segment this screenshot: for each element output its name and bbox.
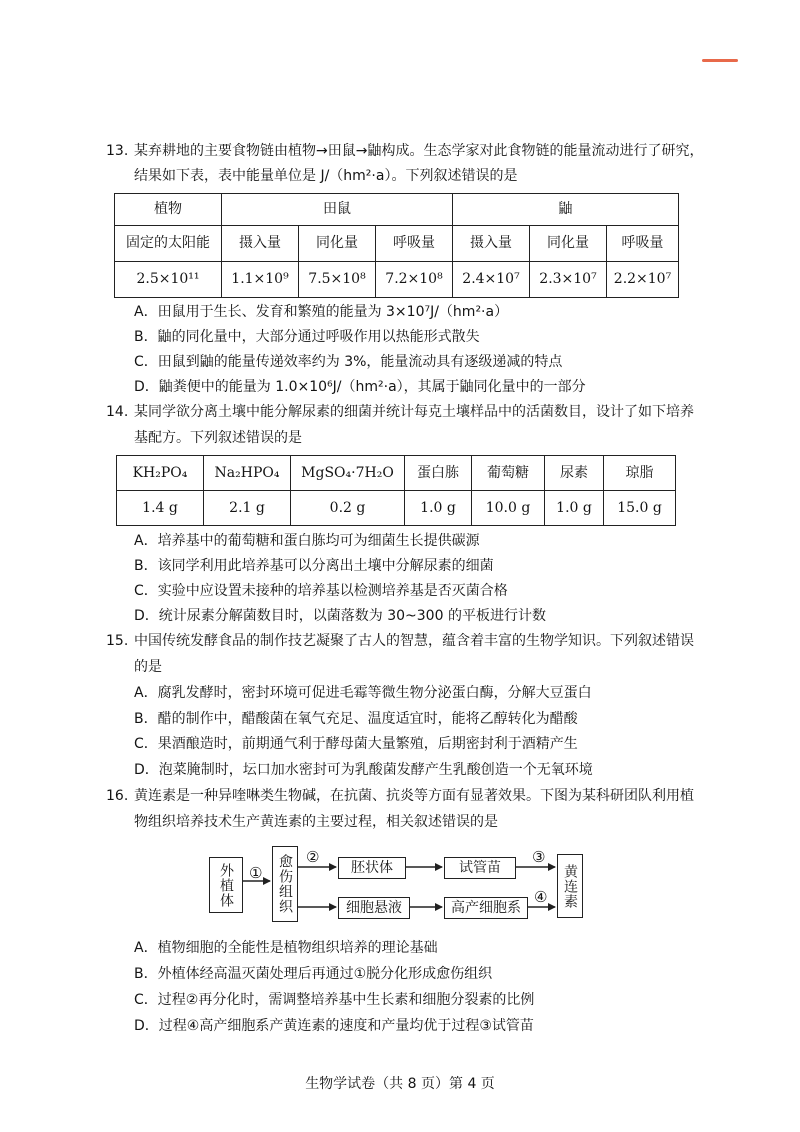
option-b: B．该同学利用此培养基可以分离出土壤中分解尿素的细菌	[134, 558, 494, 574]
option-a: A．田鼠用于生长、发育和繁殖的能量为 3×10⁷J/（hm²·a）	[134, 304, 509, 320]
table-cell: 1.0 g	[545, 491, 604, 526]
table-header-cell: 摄入量	[453, 226, 530, 262]
step-4-label: ④	[534, 888, 548, 906]
option-d: D．过程④高产细胞系产黄连素的速度和产量均优于过程③试管苗	[134, 1018, 534, 1034]
step-2-label: ②	[306, 848, 320, 866]
berberine-box	[557, 854, 583, 918]
option-c: C．果酒酿造时，前期通气利于酵母菌大量繁殖，后期密封利于酒精产生	[134, 736, 578, 752]
question-number: 15.	[106, 633, 129, 649]
question-stem: 中国传统发酵食品的制作技艺凝聚了古人的智慧，蕴含着丰富的生物学知识。下列叙述错误	[134, 633, 694, 649]
question-stem: 某弃耕地的主要食物链由植物→田鼠→鼬构成。生态学家对此食物链的能量流动进行了研究，	[134, 143, 704, 159]
table-cell: 2.5×10¹¹	[115, 262, 222, 298]
option-c: C．过程②再分化时，需调整培养基中生长素和细胞分裂素的比例	[134, 992, 535, 1008]
table-cell: 10.0 g	[472, 491, 545, 526]
table-header-cell: 尿素	[545, 456, 604, 491]
table-cell: 7.2×10⁸	[376, 262, 453, 298]
option-d: D．统计尿素分解菌数目时，以菌落数为 30~300 的平板进行计数	[134, 608, 546, 624]
option-a: A．腐乳发酵时，密封环境可促进毛霉等微生物分泌蛋白酶，分解大豆蛋白	[134, 685, 592, 701]
table-cell: 0.2 g	[291, 491, 405, 526]
table-cell: 15.0 g	[604, 491, 676, 526]
table-group-header: 鼬	[453, 194, 679, 226]
table-cell: 2.2×10⁷	[607, 262, 679, 298]
question-stem: 某同学欲分离土壤中能分解尿素的细菌并统计每克土壤样品中的活菌数目，设计了如下培养	[134, 404, 694, 420]
step-3-label: ③	[532, 848, 546, 866]
question-number: 14.	[106, 404, 129, 420]
table-group-header: 田鼠	[222, 194, 453, 226]
cell-suspension-label: 细胞悬液	[346, 899, 402, 916]
embryoid-label: 胚状体	[351, 859, 393, 876]
table-group-header: 植物	[115, 194, 222, 226]
option-d: D．鼬粪便中的能量为 1.0×10⁶J/（hm²·a），其属于鼬同化量中的一部分	[134, 379, 586, 395]
table-header-cell: KH₂PO₄	[117, 456, 204, 491]
high-yield-cell-line-label: 高产细胞系	[451, 899, 521, 916]
table-header-cell: MgSO₄·7H₂O	[291, 456, 405, 491]
option-d: D．泡菜腌制时，坛口加水密封可为乳酸菌发酵产生乳酸创造一个无氧环境	[134, 762, 593, 778]
table-cell: 1.4 g	[117, 491, 204, 526]
option-a: A．植物细胞的全能性是植物组织培养的理论基础	[134, 940, 438, 956]
berberine-label: 黄连素	[562, 863, 578, 909]
table-cell: 7.5×10⁸	[299, 262, 376, 298]
explant-box	[209, 857, 243, 913]
table-header-cell: 同化量	[530, 226, 607, 262]
page-footer: 生物学试卷（共 8 页）第 4 页	[305, 1076, 495, 1092]
seedling-box	[444, 857, 516, 879]
table-cell: 2.3×10⁷	[530, 262, 607, 298]
high-yield-cell-line-box	[444, 897, 528, 919]
table-header-cell: 摄入量	[222, 226, 299, 262]
question-stem: 物组织培养技术生产黄连素的主要过程，相关叙述错误的是	[134, 814, 498, 830]
table-header-cell: 蛋白胨	[405, 456, 472, 491]
option-b: B．外植体经高温灭菌处理后再通过①脱分化形成愈伤组织	[134, 966, 493, 982]
table-cell: 1.1×10⁹	[222, 262, 299, 298]
table-header-cell: 呼吸量	[607, 226, 679, 262]
table-cell: 1.0 g	[405, 491, 472, 526]
callus-label: 愈伤组织	[277, 854, 293, 914]
question-stem: 黄连素是一种异喹啉类生物碱，在抗菌、抗炎等方面有显著效果。下图为某科研团队利用植	[134, 788, 694, 804]
table-header-cell: 同化量	[299, 226, 376, 262]
callus-box	[272, 846, 298, 922]
cell-suspension-box	[338, 897, 410, 919]
question-stem: 基配方。下列叙述错误的是	[134, 430, 302, 446]
step-1-label: ①	[249, 864, 263, 882]
question-stem: 的是	[134, 659, 162, 675]
option-b: B．醋的制作中，醋酸菌在氧气充足、温度适宜时，能将乙醇转化为醋酸	[134, 711, 578, 727]
table-header-cell: 固定的太阳能	[115, 226, 222, 262]
table-cell: 2.4×10⁷	[453, 262, 530, 298]
option-b: B．鼬的同化量中，大部分通过呼吸作用以热能形式散失	[134, 329, 480, 345]
option-c: C．实验中应设置未接种的培养基以检测培养基是否灭菌合格	[134, 583, 508, 599]
option-a: A．培养基中的葡萄糖和蛋白胨均可为细菌生长提供碳源	[134, 533, 480, 549]
table-header-cell: 琼脂	[604, 456, 676, 491]
table-header-cell: 葡萄糖	[472, 456, 545, 491]
question-number: 16.	[106, 788, 129, 804]
table-cell: 2.1 g	[204, 491, 291, 526]
table-header-cell: 呼吸量	[376, 226, 453, 262]
option-c: C．田鼠到鼬的能量传递效率约为 3%，能量流动具有逐级递减的特点	[134, 354, 563, 370]
table-header-cell: Na₂HPO₄	[204, 456, 291, 491]
question-number: 13.	[106, 143, 129, 159]
seedling-label: 试管苗	[459, 859, 501, 876]
explant-label: 外植体	[218, 862, 234, 908]
question-stem: 结果如下表，表中能量单位是 J/（hm²·a）。下列叙述错误的是	[134, 168, 518, 184]
embryoid-box	[338, 857, 406, 879]
